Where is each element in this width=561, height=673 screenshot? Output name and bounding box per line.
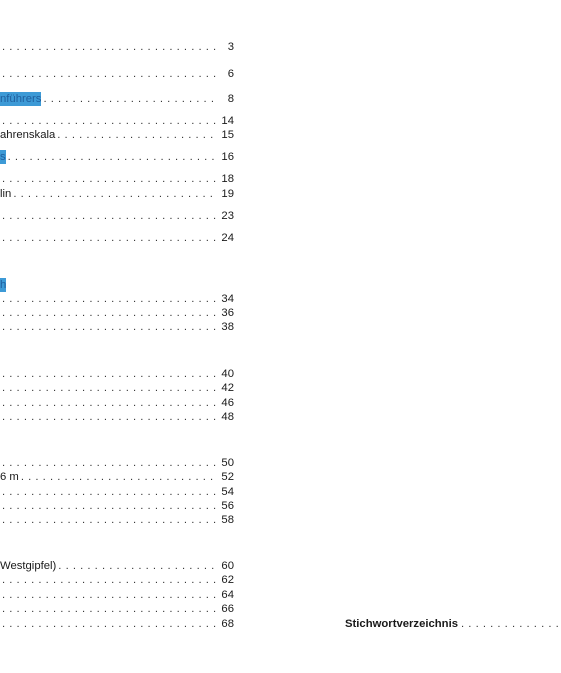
toc-page-number: 19 <box>221 188 234 200</box>
leader-dots <box>0 67 218 81</box>
leader-dots <box>55 128 218 142</box>
toc-entry[interactable] <box>0 485 250 499</box>
toc-entry-title: h <box>0 279 7 291</box>
toc-entry[interactable] <box>0 187 250 201</box>
leader-dots <box>0 114 218 128</box>
toc-entry-title: ahrenskala <box>0 129 56 141</box>
toc-page-number: 8 <box>227 93 234 105</box>
leader-dots <box>0 410 218 424</box>
leader-dots <box>0 396 218 410</box>
toc-entry[interactable] <box>0 381 250 395</box>
leader-dots <box>0 513 218 527</box>
leader-dots <box>0 499 218 513</box>
toc-entry-title: nführers <box>0 93 42 105</box>
toc-page-number: 56 <box>221 500 234 512</box>
toc-entry[interactable] <box>0 602 250 616</box>
leader-dots <box>0 588 218 602</box>
toc-page-number: 40 <box>221 368 234 380</box>
toc-page-number: 46 <box>221 397 234 409</box>
leader-dots <box>461 618 561 630</box>
leader-dots <box>0 456 218 470</box>
toc-entry[interactable] <box>0 456 250 470</box>
toc-page-number: 38 <box>221 321 234 333</box>
toc-page-number: 58 <box>221 514 234 526</box>
leader-dots <box>6 150 218 164</box>
leader-dots <box>0 617 218 631</box>
toc-page-number: 52 <box>221 471 234 483</box>
toc-entry-title: s <box>0 151 6 163</box>
leader-dots <box>0 602 218 616</box>
toc-entry[interactable] <box>0 410 250 424</box>
toc-page-number: 48 <box>221 411 234 423</box>
toc-entry[interactable] <box>0 320 250 334</box>
toc-page-number: 23 <box>221 210 234 222</box>
leader-dots <box>56 559 218 573</box>
toc-page-number <box>218 278 234 292</box>
toc-entry[interactable] <box>0 67 250 81</box>
leader-dots <box>0 485 218 499</box>
leader-dots <box>0 381 218 395</box>
toc-entry[interactable] <box>0 40 250 54</box>
toc-entry-title: lin <box>0 188 12 200</box>
toc-page-number: 15 <box>221 129 234 141</box>
toc-entry[interactable] <box>0 396 250 410</box>
toc-entry[interactable] <box>0 559 250 573</box>
leader-dots <box>0 367 218 381</box>
toc-page-number: 3 <box>227 41 234 53</box>
toc-entry-title: Westgipfel) <box>0 560 57 572</box>
leader-dots <box>0 231 218 245</box>
toc-entry[interactable] <box>0 231 250 245</box>
toc-entry[interactable] <box>0 172 250 186</box>
toc-page-number: 62 <box>221 574 234 586</box>
toc-entry[interactable] <box>0 114 250 128</box>
toc-page-number: 14 <box>221 115 234 127</box>
toc-entry[interactable] <box>0 292 250 306</box>
toc-page-number: 18 <box>221 173 234 185</box>
toc-entry[interactable] <box>0 499 250 513</box>
toc-page-number: 50 <box>221 457 234 469</box>
leader-dots <box>11 187 218 201</box>
toc-entry[interactable] <box>0 209 250 223</box>
index-label: Stichwortverzeichnis <box>345 618 459 631</box>
toc-page-number: 64 <box>221 589 234 601</box>
toc-page-number: 42 <box>221 382 234 394</box>
toc-entry[interactable] <box>0 306 250 320</box>
toc-page-number: 68 <box>221 618 234 630</box>
toc-entry[interactable] <box>0 617 250 631</box>
toc-page-number: 24 <box>221 232 234 244</box>
toc-entry[interactable] <box>0 128 250 142</box>
toc-entry[interactable] <box>0 367 250 381</box>
toc-page-number: 60 <box>221 560 234 572</box>
leader-dots <box>0 320 218 334</box>
leader-dots <box>0 172 218 186</box>
index-entry[interactable] <box>345 617 561 631</box>
toc-entry[interactable] <box>0 573 250 587</box>
leader-dots <box>0 306 218 320</box>
toc-page-number: 54 <box>221 486 234 498</box>
toc-entry[interactable] <box>0 588 250 602</box>
toc-entry-title: 6 m <box>0 471 19 483</box>
toc-entry[interactable] <box>0 513 250 527</box>
leader-dots <box>19 470 218 484</box>
toc-entry[interactable] <box>0 92 250 106</box>
toc-page-number: 16 <box>221 151 234 163</box>
toc-page-number: 66 <box>221 603 234 615</box>
leader-dots <box>0 573 218 587</box>
leader-dots <box>0 209 218 223</box>
leader-dots <box>0 40 218 54</box>
toc-entry[interactable] <box>0 150 250 164</box>
toc-page-number: 34 <box>221 293 234 305</box>
toc-page-number: 6 <box>227 68 234 80</box>
toc-entry[interactable] <box>0 470 250 484</box>
leader-dots <box>0 292 218 306</box>
toc-page-number: 36 <box>221 307 234 319</box>
leader-dots <box>41 92 218 106</box>
toc-entry[interactable] <box>0 278 250 292</box>
